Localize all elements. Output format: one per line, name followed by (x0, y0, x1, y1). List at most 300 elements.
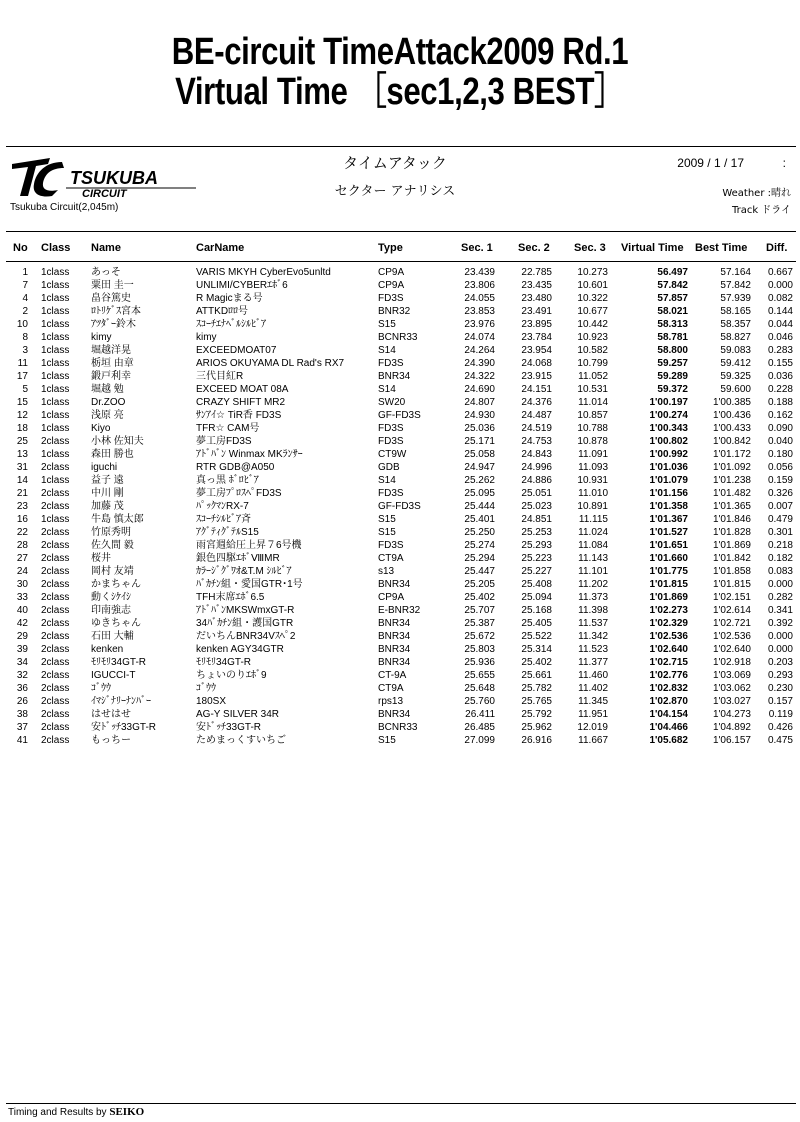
virtual-time: 1'00.274 (649, 410, 688, 421)
diff-time: 0.159 (767, 475, 793, 486)
driver-name: Kiyo (91, 423, 111, 434)
driver-name: 石田 大輔 (91, 631, 134, 642)
car-name: ARIOS OKUYAMA DL Rad's RX7 (196, 358, 345, 369)
sector3-time: 11.537 (578, 618, 608, 629)
sector3-time: 10.322 (577, 293, 608, 304)
diff-time: 0.044 (767, 319, 793, 330)
driver-name: kimy (91, 332, 112, 343)
car-name: 夢工房ﾌﾟﾛｽﾍﾟFD3S (196, 488, 282, 499)
diff-time: 0.667 (767, 267, 793, 278)
sector1-time: 25.444 (464, 501, 495, 512)
position-number: 29 (16, 631, 28, 642)
diff-time: 0.157 (767, 696, 793, 707)
diff-time: 0.056 (767, 462, 793, 473)
car-type: SW20 (378, 397, 406, 408)
virtual-time: 1'01.815 (649, 579, 688, 590)
driver-name: 堀越洋晃 (91, 345, 131, 356)
best-time: 1'06.157 (712, 735, 751, 746)
car-name: ｱｸﾞﾃｨｸﾞﾃﾙS15 (196, 527, 259, 538)
position-number: 26 (16, 696, 28, 707)
sector2-time: 25.765 (521, 696, 552, 707)
circuit-name: Tsukuba Circuit(2,045m) (10, 202, 119, 213)
sector2-time: 25.522 (521, 631, 552, 642)
session-title: タイムアタック (343, 154, 447, 172)
best-time: 1'03.069 (712, 670, 751, 681)
car-type: S14 (378, 475, 396, 486)
car-name: ちょいのりｴﾎﾞ9 (196, 670, 267, 681)
sector1-time: 24.264 (464, 345, 495, 356)
position-number: 12 (16, 410, 28, 421)
class: 1class (41, 293, 70, 304)
best-time: 59.412 (720, 358, 751, 369)
car-type: CT9A (378, 683, 404, 694)
car-type: CT9W (378, 449, 407, 460)
diff-time: 0.426 (767, 722, 793, 733)
car-type: BNR34 (378, 618, 411, 629)
sector1-time: 25.205 (464, 579, 495, 590)
position-number: 15 (16, 397, 28, 408)
car-type: BNR34 (378, 709, 411, 720)
car-name: 安ﾄﾞｯﾁ33GT-R (196, 722, 262, 733)
sector3-time: 11.460 (578, 670, 608, 681)
diff-time: 0.301 (767, 527, 793, 538)
table-row (0, 500, 800, 513)
car-type: BNR34 (378, 579, 411, 590)
car-type: s13 (378, 566, 395, 577)
header-divider-top (6, 146, 796, 147)
diff-time: 0.182 (767, 553, 793, 564)
best-time: 1'01.842 (712, 553, 751, 564)
class: 2class (41, 553, 70, 564)
sector1-time: 25.095 (464, 488, 495, 499)
sector2-time: 25.223 (521, 553, 552, 564)
header-sec2: Sec. 2 (518, 242, 550, 254)
best-time: 1'01.815 (712, 579, 751, 590)
class: 2class (41, 436, 70, 447)
car-name: kimy (196, 332, 217, 343)
position-number: 32 (16, 670, 28, 681)
virtual-time: 1'00.343 (649, 423, 688, 434)
header-carname: CarName (196, 242, 245, 254)
table-row (0, 370, 800, 383)
table-row (0, 643, 800, 656)
driver-name: ｲﾏｼﾞﾅﾘｰﾅﾝﾊﾞｰ (91, 696, 151, 707)
table-row (0, 461, 800, 474)
sector2-time: 25.051 (521, 488, 552, 499)
sector3-time: 11.084 (578, 540, 608, 551)
table-row (0, 357, 800, 370)
car-name: AG-Y SILVER 34R (196, 709, 279, 720)
sector3-time: 10.891 (577, 501, 608, 512)
virtual-time: 58.781 (657, 332, 688, 343)
class: 2class (41, 579, 70, 590)
sector3-time: 11.667 (578, 735, 608, 746)
car-type: FD3S (378, 293, 404, 304)
position-number: 39 (16, 644, 28, 655)
car-name: 夢工房FD3S (196, 436, 252, 447)
virtual-time: 59.257 (657, 358, 688, 369)
sector1-time: 26.411 (465, 709, 495, 720)
car-type: CT-9A (378, 670, 407, 681)
sector3-time: 11.101 (578, 566, 608, 577)
diff-time: 0.293 (767, 670, 793, 681)
virtual-time: 1'02.776 (649, 670, 688, 681)
best-time: 58.357 (720, 319, 751, 330)
class: 1class (41, 319, 70, 330)
driver-name: 牛島 慎太郎 (91, 514, 144, 525)
car-type: S14 (378, 384, 396, 395)
sector3-time: 11.014 (578, 397, 608, 408)
sector2-time: 23.435 (521, 280, 552, 291)
table-row (0, 552, 800, 565)
page-title-line1: BE-circuit TimeAttack2009 Rd.1 (171, 31, 629, 73)
virtual-time: 1'00.992 (649, 449, 688, 460)
car-name: ｶﾗｰｼﾞｸﾞﾜｵ&T.M ｼﾙﾋﾞｱ (196, 566, 292, 577)
virtual-time: 1'01.775 (649, 566, 688, 577)
car-name: ｽｺｰﾁｼﾙﾋﾞｱ斉 (196, 514, 251, 525)
driver-name: 桜井 (91, 553, 111, 564)
sector2-time: 22.785 (521, 267, 552, 278)
sector3-time: 10.531 (577, 384, 608, 395)
best-time: 1'02.640 (712, 644, 751, 655)
driver-name: ｺﾞｳｳ (91, 683, 111, 694)
car-name: 銀色四駆ｴﾎﾞⅧMR (196, 553, 280, 564)
header-no: No (13, 242, 28, 254)
car-name: ﾊﾞｶﾁﾝ組・愛国GTR･1号 (196, 579, 303, 590)
position-number: 14 (16, 475, 28, 486)
driver-name: ﾛﾄﾘｹﾞｽ宮本 (91, 306, 141, 317)
table-row (0, 448, 800, 461)
class: 2class (41, 644, 70, 655)
driver-name: 堀越 勉 (91, 384, 124, 395)
table-row (0, 344, 800, 357)
header-diff: Diff. (766, 242, 788, 254)
driver-name: 動くｼｹｲｼ (91, 592, 131, 603)
car-name: ｱﾄﾞﾊﾞﾝ Winmax MKﾗﾝｻｰ (196, 449, 303, 460)
class: 2class (41, 527, 70, 538)
car-name: CRAZY SHIFT MR2 (196, 397, 286, 408)
class: 1class (41, 449, 70, 460)
car-name: 34ﾊﾞｶﾁﾝ組・護国GTR (196, 618, 294, 629)
diff-time: 0.090 (767, 423, 793, 434)
virtual-time: 1'01.651 (649, 540, 688, 551)
virtual-time: 1'01.358 (649, 501, 688, 512)
virtual-time: 1'01.156 (649, 488, 688, 499)
class: 2class (41, 618, 70, 629)
car-type: BCNR33 (378, 332, 418, 343)
sector1-time: 25.058 (464, 449, 495, 460)
table-row (0, 578, 800, 591)
car-name: だいちんBNR34Vｽﾍﾟ2 (196, 631, 296, 642)
car-name: ｽｺｰﾁｴﾅﾍﾞﾙｼﾙﾋﾞｱ (196, 319, 266, 330)
table-row (0, 591, 800, 604)
sector3-time: 10.601 (577, 280, 608, 291)
best-time: 1'01.092 (712, 462, 751, 473)
class: 2class (41, 631, 70, 642)
class: 2class (41, 670, 70, 681)
class: 1class (41, 280, 70, 291)
class: 1class (41, 423, 70, 434)
car-name: 雨宮週給圧上昇７6号機 (196, 540, 302, 551)
virtual-time: 1'04.466 (649, 722, 688, 733)
car-name: TFH末席ｴﾎﾞ6.5 (196, 592, 265, 603)
class: 2class (41, 722, 70, 733)
class: 2class (41, 683, 70, 694)
car-name: ｻﾝｱｲ☆ TiR香 FD3S (196, 410, 282, 421)
table-row (0, 708, 800, 721)
sector2-time: 25.782 (521, 683, 552, 694)
car-type: FD3S (378, 423, 404, 434)
diff-time: 0.230 (767, 683, 793, 694)
session-subtitle: セクター アナリシス (334, 184, 456, 199)
position-number: 42 (16, 618, 28, 629)
virtual-time: 56.497 (657, 267, 688, 278)
sector2-time: 25.792 (521, 709, 552, 720)
diff-time: 0.040 (767, 436, 793, 447)
best-time: 1'01.482 (712, 488, 751, 499)
virtual-time: 1'01.660 (649, 553, 688, 564)
position-number: 18 (16, 423, 28, 434)
table-header-top-rule (6, 231, 796, 232)
class: 1class (41, 332, 70, 343)
car-type: FD3S (378, 540, 404, 551)
driver-name: 森田 勝也 (91, 449, 134, 460)
sector3-time: 11.091 (578, 449, 608, 460)
car-type: S15 (378, 514, 396, 525)
class: 2class (41, 735, 70, 746)
header-sec3: Sec. 3 (574, 242, 606, 254)
driver-name: ﾓﾘﾓﾘ34GT-R (91, 657, 147, 668)
car-name: ためまっくすいちご (196, 735, 286, 746)
sector3-time: 10.878 (577, 436, 608, 447)
sector1-time: 25.402 (464, 592, 495, 603)
driver-name: iguchi (91, 462, 118, 473)
sector3-time: 10.788 (577, 423, 608, 434)
driver-name: はせはせ (91, 709, 131, 720)
diff-time: 0.155 (767, 358, 793, 369)
car-type: BCNR33 (378, 722, 418, 733)
driver-name: 岡村 友靖 (91, 566, 134, 577)
sector1-time: 24.074 (464, 332, 495, 343)
diff-time: 0.180 (767, 449, 793, 460)
best-time: 1'02.151 (712, 592, 751, 603)
car-type: FD3S (378, 436, 404, 447)
sector1-time: 24.690 (464, 384, 495, 395)
diff-time: 0.162 (767, 410, 793, 421)
diff-time: 0.119 (768, 709, 793, 720)
sector1-time: 23.853 (464, 306, 495, 317)
sector3-time: 11.402 (578, 683, 608, 694)
class: 1class (41, 514, 70, 525)
diff-time: 0.007 (767, 501, 793, 512)
best-time: 1'01.365 (712, 501, 751, 512)
sector2-time: 25.408 (521, 579, 552, 590)
car-name: VARIS MKYH CyberEvo5unltd (196, 267, 331, 278)
driver-name: 畠谷篤史 (91, 293, 131, 304)
sector1-time: 25.648 (464, 683, 495, 694)
diff-time: 0.341 (767, 605, 793, 616)
table-row (0, 630, 800, 643)
best-time: 57.939 (720, 293, 751, 304)
virtual-time: 58.800 (657, 345, 688, 356)
best-time: 1'04.892 (712, 722, 751, 733)
best-time: 1'01.172 (712, 449, 751, 460)
position-number: 2 (22, 306, 28, 317)
sector2-time: 24.996 (521, 462, 552, 473)
car-type: FD3S (378, 358, 404, 369)
position-number: 5 (22, 384, 28, 395)
sector2-time: 23.480 (521, 293, 552, 304)
diff-time: 0.479 (767, 514, 793, 525)
sector2-time: 24.886 (521, 475, 552, 486)
sector1-time: 25.803 (464, 644, 495, 655)
virtual-time: 1'01.036 (649, 462, 688, 473)
table-row (0, 266, 800, 279)
diff-time: 0.203 (767, 657, 793, 668)
driver-name: 中川 剛 (91, 488, 124, 499)
class: 2class (41, 657, 70, 668)
footer-credit (8, 1106, 144, 1118)
sector1-time: 23.976 (464, 319, 495, 330)
position-number: 36 (16, 683, 28, 694)
table-row (0, 604, 800, 617)
car-type: GF-FD3S (378, 410, 421, 421)
car-name: ｱﾄﾞﾊﾞﾝMKSWmxGT-R (196, 605, 295, 616)
sector3-time: 11.024 (578, 527, 608, 538)
class: 1class (41, 397, 70, 408)
sector3-time: 10.857 (577, 410, 608, 421)
diff-time: 0.392 (767, 618, 793, 629)
header-sec1: Sec. 1 (461, 242, 493, 254)
driver-name: 小林 佐知夫 (91, 436, 144, 447)
sector1-time: 25.401 (464, 514, 495, 525)
class: 1class (41, 371, 70, 382)
car-name: RTR GDB@A050 (196, 462, 275, 473)
best-time: 1'01.846 (712, 514, 751, 525)
position-number: 23 (16, 501, 28, 512)
position-number: 37 (16, 722, 28, 733)
sector1-time: 25.760 (464, 696, 495, 707)
sector2-time: 25.402 (521, 657, 552, 668)
class: 2class (41, 488, 70, 499)
sector3-time: 11.052 (578, 371, 608, 382)
table-row (0, 539, 800, 552)
best-time: 1'02.536 (712, 631, 751, 642)
position-number: 22 (16, 527, 28, 538)
driver-name: Dr.ZOO (91, 397, 126, 408)
diff-time: 0.218 (767, 540, 793, 551)
table-row (0, 669, 800, 682)
car-name: 真っ黒 ﾎﾞﾛﾋﾞｱ (196, 475, 259, 486)
sector1-time: 25.936 (464, 657, 495, 668)
car-type: GDB (378, 462, 400, 473)
virtual-time: 1'00.802 (649, 436, 688, 447)
table-header-bottom-rule (6, 261, 796, 262)
sector1-time: 25.387 (464, 618, 495, 629)
sector2-time: 25.023 (521, 501, 552, 512)
virtual-time: 1'01.869 (649, 592, 688, 603)
table-row (0, 409, 800, 422)
diff-time: 0.036 (767, 371, 793, 382)
table-row (0, 565, 800, 578)
driver-name: 印南強志 (91, 605, 131, 616)
virtual-time: 1'02.715 (649, 657, 688, 668)
sector1-time: 25.171 (464, 436, 495, 447)
class: 2class (41, 540, 70, 551)
diff-time: 0.282 (767, 592, 793, 603)
sector2-time: 26.916 (521, 735, 552, 746)
driver-name: 栃垣 由章 (91, 358, 134, 369)
driver-name: 益子 遠 (91, 475, 124, 486)
table-row (0, 331, 800, 344)
car-name: ATTKDﾛﾛ号 (196, 306, 249, 317)
header-class: Class (41, 242, 71, 254)
virtual-time: 1'05.682 (649, 735, 688, 746)
class: 1class (41, 306, 70, 317)
virtual-time: 1'02.870 (649, 696, 688, 707)
best-time: 59.600 (720, 384, 751, 395)
sector3-time: 12.019 (577, 722, 608, 733)
sector2-time: 25.314 (521, 644, 552, 655)
driver-name: 安ﾄﾞｯﾁ33GT-R (91, 722, 157, 733)
sector2-time: 24.376 (521, 397, 552, 408)
position-number: 40 (16, 605, 28, 616)
table-row (0, 383, 800, 396)
sector1-time: 23.439 (464, 267, 495, 278)
car-type: GF-FD3S (378, 501, 421, 512)
sector3-time: 11.093 (578, 462, 608, 473)
best-time: 57.842 (720, 280, 751, 291)
page-title-line2: Virtual Time ［sec1,2,3 BEST］ (175, 71, 625, 113)
sector3-time: 11.342 (578, 631, 608, 642)
driver-name: ゆきちゃん (91, 618, 141, 629)
best-time: 1'01.828 (712, 527, 751, 538)
class: 2class (41, 592, 70, 603)
best-time: 59.325 (720, 371, 751, 382)
car-name: 180SX (196, 696, 227, 707)
sector2-time: 25.227 (521, 566, 552, 577)
table-row (0, 474, 800, 487)
car-name: UNLIMI/CYBERｴﾎﾞ6 (196, 280, 288, 291)
weather-label: Weather :晴れ (722, 188, 791, 199)
table-row (0, 526, 800, 539)
table-row (0, 682, 800, 695)
car-name: kenken AGY34GTR (196, 644, 284, 655)
virtual-time: 1'02.640 (649, 644, 688, 655)
sector1-time: 25.274 (464, 540, 495, 551)
best-time: 58.827 (720, 332, 751, 343)
seiko-logo: SEIKO (109, 1106, 145, 1118)
best-time: 1'00.385 (712, 397, 751, 408)
sector2-time: 23.954 (521, 345, 552, 356)
driver-name: かまちゃん (91, 579, 141, 590)
sector2-time: 23.915 (521, 371, 552, 382)
sector2-time: 23.895 (521, 319, 552, 330)
best-time: 1'02.614 (712, 605, 751, 616)
sector1-time: 25.250 (464, 527, 495, 538)
sector2-time: 25.168 (521, 605, 552, 616)
car-type: BNR34 (378, 631, 411, 642)
sector2-time: 24.851 (521, 514, 552, 525)
driver-name: 佐久間 毅 (91, 540, 134, 551)
best-time: 1'03.062 (712, 683, 751, 694)
diff-time: 0.228 (767, 384, 793, 395)
sector1-time: 24.322 (464, 371, 495, 382)
car-name: EXCEED MOAT 08A (196, 384, 289, 395)
sector3-time: 11.202 (578, 579, 608, 590)
table-row (0, 513, 800, 526)
position-number: 38 (16, 709, 28, 720)
